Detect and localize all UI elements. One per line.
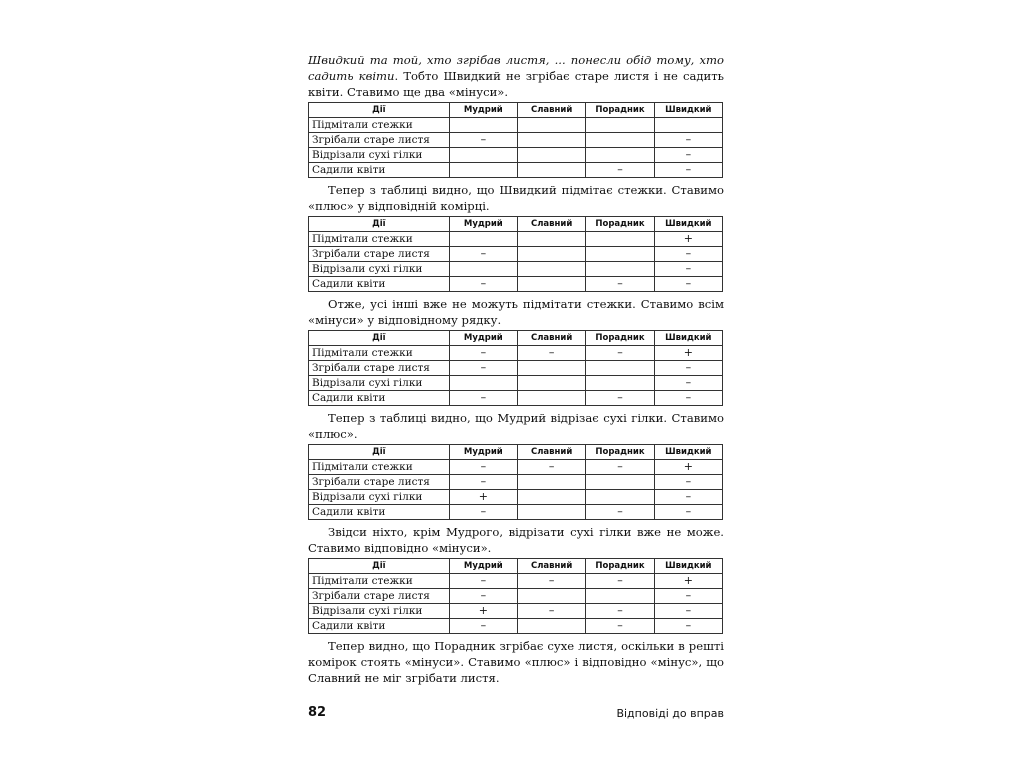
mark-cell: – xyxy=(449,361,517,376)
row-label: Підмітали стежки xyxy=(309,460,450,475)
table-row xyxy=(309,460,723,475)
mark-cell xyxy=(518,262,586,277)
mark-cell: – xyxy=(449,574,517,589)
table-header-row xyxy=(309,445,723,460)
table-slot-1 xyxy=(308,102,724,178)
mark-cell xyxy=(518,619,586,634)
table-header-cell: Славний xyxy=(518,331,586,346)
mark-cell xyxy=(449,148,517,163)
mark-cell: + xyxy=(654,460,722,475)
table-header-cell: Швидкий xyxy=(654,331,722,346)
mark-cell: – xyxy=(518,460,586,475)
table-row xyxy=(309,391,723,406)
mark-cell: – xyxy=(518,346,586,361)
paragraph-1 xyxy=(308,52,724,100)
row-label: Підмітали стежки xyxy=(309,346,450,361)
mark-cell xyxy=(586,262,654,277)
mark-cell: + xyxy=(449,604,517,619)
mark-cell: – xyxy=(518,574,586,589)
mark-cell: – xyxy=(654,589,722,604)
mark-cell xyxy=(518,247,586,262)
row-label: Відрізали сухі гілки xyxy=(309,376,450,391)
mark-cell xyxy=(518,490,586,505)
table-row xyxy=(309,247,723,262)
mark-cell: – xyxy=(586,163,654,178)
mark-cell xyxy=(518,361,586,376)
table-header-cell: Дії xyxy=(309,103,450,118)
table-header-cell: Славний xyxy=(518,217,586,232)
table-row xyxy=(309,574,723,589)
logic-table xyxy=(308,558,723,634)
mark-cell: – xyxy=(654,133,722,148)
mark-cell: – xyxy=(586,505,654,520)
table-header-cell: Дії xyxy=(309,559,450,574)
row-label: Підмітали стежки xyxy=(309,232,450,247)
table-header-cell: Дії xyxy=(309,331,450,346)
logic-table xyxy=(308,102,723,178)
mark-cell: – xyxy=(654,247,722,262)
mark-cell: – xyxy=(654,475,722,490)
table-row xyxy=(309,148,723,163)
mark-cell: – xyxy=(654,490,722,505)
table-header-cell: Швидкий xyxy=(654,217,722,232)
mark-cell xyxy=(586,232,654,247)
table-header-cell: Славний xyxy=(518,445,586,460)
table-header-row xyxy=(309,217,723,232)
mark-cell xyxy=(518,277,586,292)
mark-cell xyxy=(518,505,586,520)
mark-cell xyxy=(586,247,654,262)
mark-cell: – xyxy=(586,574,654,589)
mark-cell: – xyxy=(449,589,517,604)
mark-cell: – xyxy=(586,604,654,619)
mark-cell: – xyxy=(449,346,517,361)
mark-cell: + xyxy=(654,574,722,589)
table-row xyxy=(309,619,723,634)
mark-cell xyxy=(654,118,722,133)
paragraph-6: Тепер видно, що Порадник згрібає сухе листя, оскільки в решті комірок стоять «мінуси». Ставимо «плюс» і відповідно «мінус», що Славний не міг згрібати листя. xyxy=(308,639,724,685)
table-header-cell: Порадник xyxy=(586,217,654,232)
paragraph-3: Отже, усі інші вже не можуть підмітати стежки. Ставимо всім «мінуси» у відповідному рядку. xyxy=(308,297,724,327)
table-row xyxy=(309,133,723,148)
row-label: Згрібали старе листя xyxy=(309,361,450,376)
table-row xyxy=(309,490,723,505)
row-label: Підмітали стежки xyxy=(309,118,450,133)
mark-cell: – xyxy=(518,604,586,619)
mark-cell: – xyxy=(449,247,517,262)
mark-cell xyxy=(518,133,586,148)
mark-cell: – xyxy=(586,619,654,634)
row-label: Згрібали старе листя xyxy=(309,247,450,262)
mark-cell: – xyxy=(654,277,722,292)
row-label: Садили квіти xyxy=(309,163,450,178)
table-slot-2 xyxy=(308,216,724,292)
mark-cell: – xyxy=(654,376,722,391)
mark-cell xyxy=(586,148,654,163)
page-content xyxy=(308,52,724,686)
table-row xyxy=(309,589,723,604)
mark-cell: – xyxy=(654,148,722,163)
paragraph-5: Звідси ніхто, крім Мудрого, відрізати сухі гілки вже не може. Ставимо відповідно «мінуси». xyxy=(308,525,724,555)
table-header-row xyxy=(309,331,723,346)
logic-table xyxy=(308,216,723,292)
table-row xyxy=(309,475,723,490)
table-header-cell: Порадник xyxy=(586,103,654,118)
table-slot-4 xyxy=(308,444,724,520)
table-slot-3 xyxy=(308,330,724,406)
table-header-cell: Мудрий xyxy=(449,559,517,574)
table-row xyxy=(309,376,723,391)
row-label: Згрібали старе листя xyxy=(309,475,450,490)
mark-cell xyxy=(586,475,654,490)
mark-cell: – xyxy=(449,505,517,520)
row-label: Відрізали сухі гілки xyxy=(309,148,450,163)
mark-cell xyxy=(586,118,654,133)
table-row xyxy=(309,163,723,178)
table-header-cell: Мудрий xyxy=(449,445,517,460)
table-header-cell: Славний xyxy=(518,103,586,118)
mark-cell: – xyxy=(654,619,722,634)
page-footer xyxy=(308,705,724,725)
logic-table xyxy=(308,330,723,406)
mark-cell xyxy=(586,376,654,391)
mark-cell xyxy=(586,361,654,376)
table-header-cell: Порадник xyxy=(586,559,654,574)
table-header-cell: Порадник xyxy=(586,445,654,460)
mark-cell xyxy=(449,163,517,178)
mark-cell xyxy=(449,262,517,277)
mark-cell: – xyxy=(449,133,517,148)
mark-cell xyxy=(518,118,586,133)
mark-cell xyxy=(518,148,586,163)
mark-cell: – xyxy=(449,277,517,292)
mark-cell: – xyxy=(586,460,654,475)
table-row xyxy=(309,262,723,277)
table-row xyxy=(309,361,723,376)
table-row xyxy=(309,505,723,520)
table-header-cell: Дії xyxy=(309,445,450,460)
mark-cell xyxy=(518,589,586,604)
mark-cell: + xyxy=(654,232,722,247)
logic-table xyxy=(308,444,723,520)
table-header-cell: Мудрий xyxy=(449,331,517,346)
row-label: Підмітали стежки xyxy=(309,574,450,589)
mark-cell: – xyxy=(586,346,654,361)
table-header-cell: Славний xyxy=(518,559,586,574)
row-label: Садили квіти xyxy=(309,505,450,520)
mark-cell xyxy=(518,163,586,178)
mark-cell: – xyxy=(586,277,654,292)
row-label: Садили квіти xyxy=(309,277,450,292)
paragraph-4: Тепер з таблиці видно, що Мудрий відрізає сухі гілки. Ставимо «плюс». xyxy=(308,411,724,441)
mark-cell xyxy=(586,490,654,505)
mark-cell xyxy=(518,376,586,391)
row-label: Садили квіти xyxy=(309,391,450,406)
mark-cell: – xyxy=(449,475,517,490)
mark-cell: – xyxy=(449,619,517,634)
table-header-cell: Мудрий xyxy=(449,217,517,232)
mark-cell xyxy=(586,589,654,604)
mark-cell: – xyxy=(449,460,517,475)
table-header-cell: Дії xyxy=(309,217,450,232)
mark-cell: – xyxy=(586,391,654,406)
mark-cell: – xyxy=(654,505,722,520)
mark-cell xyxy=(449,118,517,133)
table-header-row xyxy=(309,559,723,574)
mark-cell xyxy=(518,391,586,406)
table-header-cell: Порадник xyxy=(586,331,654,346)
mark-cell: – xyxy=(449,391,517,406)
table-row xyxy=(309,118,723,133)
quote-italic: Швидкий та той, хто згрібав листя, ... понесли обід тому, хто садить квіти xyxy=(308,53,724,83)
mark-cell: – xyxy=(654,361,722,376)
row-label: Відрізали сухі гілки xyxy=(309,262,450,277)
mark-cell: – xyxy=(654,262,722,277)
mark-cell: – xyxy=(654,163,722,178)
row-label: Згрібали старе листя xyxy=(309,133,450,148)
mark-cell: – xyxy=(654,604,722,619)
table-header-cell: Мудрий xyxy=(449,103,517,118)
mark-cell xyxy=(586,133,654,148)
paragraph-2: Тепер з таблиці видно, що Швидкий підмітає стежки. Ставимо «плюс» у відповідній комірці. xyxy=(308,183,724,213)
table-slot-5 xyxy=(308,558,724,634)
row-label: Садили квіти xyxy=(309,619,450,634)
table-header-row xyxy=(309,103,723,118)
mark-cell: – xyxy=(654,391,722,406)
footer-title: Відповіді до вправ xyxy=(616,707,724,720)
mark-cell xyxy=(518,232,586,247)
table-header-cell: Швидкий xyxy=(654,103,722,118)
table-row xyxy=(309,346,723,361)
row-label: Згрібали старе листя xyxy=(309,589,450,604)
table-header-cell: Швидкий xyxy=(654,559,722,574)
paragraph-1-text: . Тобто Швидкий не згрібає старе листя і не садить квіти. Ставимо ще два «мінуси». xyxy=(308,69,724,99)
row-label: Відрізали сухі гілки xyxy=(309,604,450,619)
mark-cell: + xyxy=(654,346,722,361)
mark-cell xyxy=(518,475,586,490)
table-row xyxy=(309,232,723,247)
mark-cell: + xyxy=(449,490,517,505)
table-header-cell: Швидкий xyxy=(654,445,722,460)
row-label: Відрізали сухі гілки xyxy=(309,490,450,505)
table-row xyxy=(309,277,723,292)
page-number: 82 xyxy=(308,705,327,720)
mark-cell xyxy=(449,232,517,247)
table-row xyxy=(309,604,723,619)
mark-cell xyxy=(449,376,517,391)
